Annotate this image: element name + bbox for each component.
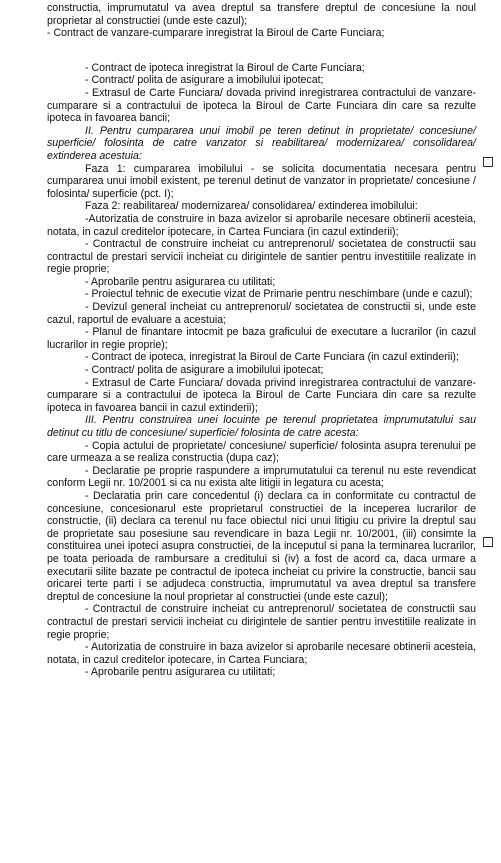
document-paragraph: - Aprobarile pentru asigurarea cu utilitati; bbox=[85, 666, 276, 679]
document-paragraph: - Autorizatia de construire in baza avizelor si aprobarile necesare obtinerii acesteia, notata, in cazul creditelor ipotecare, in Cartea Funciara; bbox=[47, 641, 476, 666]
document-paragraph: Faza 2: reabilitarea/ modernizarea/ consolidarea/ extinderea imobilului: bbox=[85, 200, 418, 213]
document-paragraph: - Contract/ polita de asigurare a imobilului ipotecat; bbox=[85, 74, 324, 87]
document-paragraph: - Contractul de construire incheiat cu antreprenorul/ societatea de constructii sau contractul de prestari servicii incheiat cu dirigintele de santier pentru investitiile realizate in regie proprie; bbox=[47, 238, 476, 276]
document-paragraph: - Contract de ipoteca, inregistrat la Biroul de Carte Funciara (in cazul extinderii); bbox=[85, 351, 459, 364]
document-paragraph: - Extrasul de Carte Funciara/ dovada privind inregistrarea contractului de vanzare-cumparare si a contractului de ipoteca la Biroul de Carte Funciara din care sa rezulte ipoteca in favoarea bancii in cazul extinderii); bbox=[47, 376, 476, 414]
document-paragraph: - Copia actului de proprietate/ concesiune/ superficie/ folosinta asupra terenului pe care urmeaza a se realiza constructia (dupa caz); bbox=[47, 439, 476, 465]
document-paragraph: -Autorizatia de construire in baza avizelor si aprobarile necesare obtinerii acesteia, notata, in cazul creditelor ipotecare, in Cartea Funciara (in cazul extinderii); bbox=[47, 212, 476, 238]
document-body bbox=[47, 2, 476, 679]
section-heading: II. Pentru cumpararea unui imobil pe teren detinut in proprietate/ concesiune/ superficie/ folosinta de catre vanzator si reabilitarea/ modernizarea/ consolidarea/ extinderea acestuia: bbox=[47, 124, 476, 162]
document-paragraph: - Contract de ipoteca inregistrat la Biroul de Carte Funciara; bbox=[85, 61, 365, 74]
document-paragraph: - Declaratia prin care concedentul (i) declara ca in conformitate cu contractul de concesiune, concesionarul este proprietarul constructiei de la inceperea lucrarilor de constructie, (ii) declara ca terenul nu face obiectul nici unui litigiu cu privire la dreptul sau de proprietate sau posesiune sau revendicare in baza Legii nr. 10/2001, (iii) consimte la constituirea unei ipoteci asupra constructiei, de la inceputul si pana la terminarea lucrarilor, pe toata perioada de rambursare a creditului si (iv) a fost de acord ca, daca urmare a executarii silite bazate pe contractul de ipoteca incheiat cu privire la constructie, bancii sau oricarei terte parti i se adjudeca constructia, imprumutatul va avea dreptul sa transfere dreptul de concesiune la noul proprietar al constructiei (unde este cazul); bbox=[47, 489, 476, 603]
document-paragraph: - Contract/ polita de asigurare a imobilului ipotecat; bbox=[85, 364, 324, 377]
document-paragraph: - Extrasul de Carte Funciara/ dovada privind inregistrarea contractului de vanzare-cumparare si a contractului de ipoteca la Biroul de Carte Funciara din care sa rezulte ipoteca in favoarea bancii; bbox=[47, 86, 476, 125]
document-paragraph: - Declaratie pe proprie raspundere a imprumutatului ca terenul nu este revendicat conform Legii nr. 10/2001 si ca nu exista alte litigii in legatura cu acesta; bbox=[47, 464, 476, 490]
section-heading: III. Pentru construirea unei locuinte pe terenul proprietatea imprumutatului sau detinut cu titlu de concesiune/ superficie/ folosinta de catre acesta: bbox=[47, 414, 476, 439]
document-paragraph: - Proiectul tehnic de executie vizat de Primarie pentru neschimbare (unde e cazul); bbox=[85, 288, 473, 301]
checkbox-section-2[interactable] bbox=[483, 157, 493, 167]
document-paragraph: - Contractul de construire incheiat cu antreprenorul/ societatea de constructii sau contractul de prestari servicii incheiat cu dirigintele de santier pentru investitiile realizate in regie proprie; bbox=[47, 603, 476, 641]
document-paragraph: - Aprobarile pentru asigurarea cu utilitati; bbox=[85, 275, 276, 288]
document-paragraph: constructia, imprumutatul va avea dreptul sa transfere dreptul de concesiune la noul proprietar al constructiei (unde este cazul); bbox=[47, 2, 476, 27]
document-paragraph: Faza 1: cumpararea imobilului - se solicita documentatia necesara pentru cumpararea unui imobil existent, pe terenul detinut de vanzator in proprietate/ concesiune / folosinta/ superficie (pct. I); bbox=[47, 162, 476, 200]
document-paragraph: - Planul de finantare intocmit pe baza graficului de executare a lucrarilor (in cazul lucrarilor in regie proprie); bbox=[47, 326, 476, 351]
checkbox-section-3[interactable] bbox=[483, 537, 493, 547]
document-paragraph: - Devizul general incheiat cu antreprenorul/ societatea de constructii si, unde este cazul, raportul de evaluare a acestuia; bbox=[47, 301, 476, 326]
document-paragraph: - Contract de vanzare-cumparare inregistrat la Biroul de Carte Funciara; bbox=[47, 27, 385, 40]
